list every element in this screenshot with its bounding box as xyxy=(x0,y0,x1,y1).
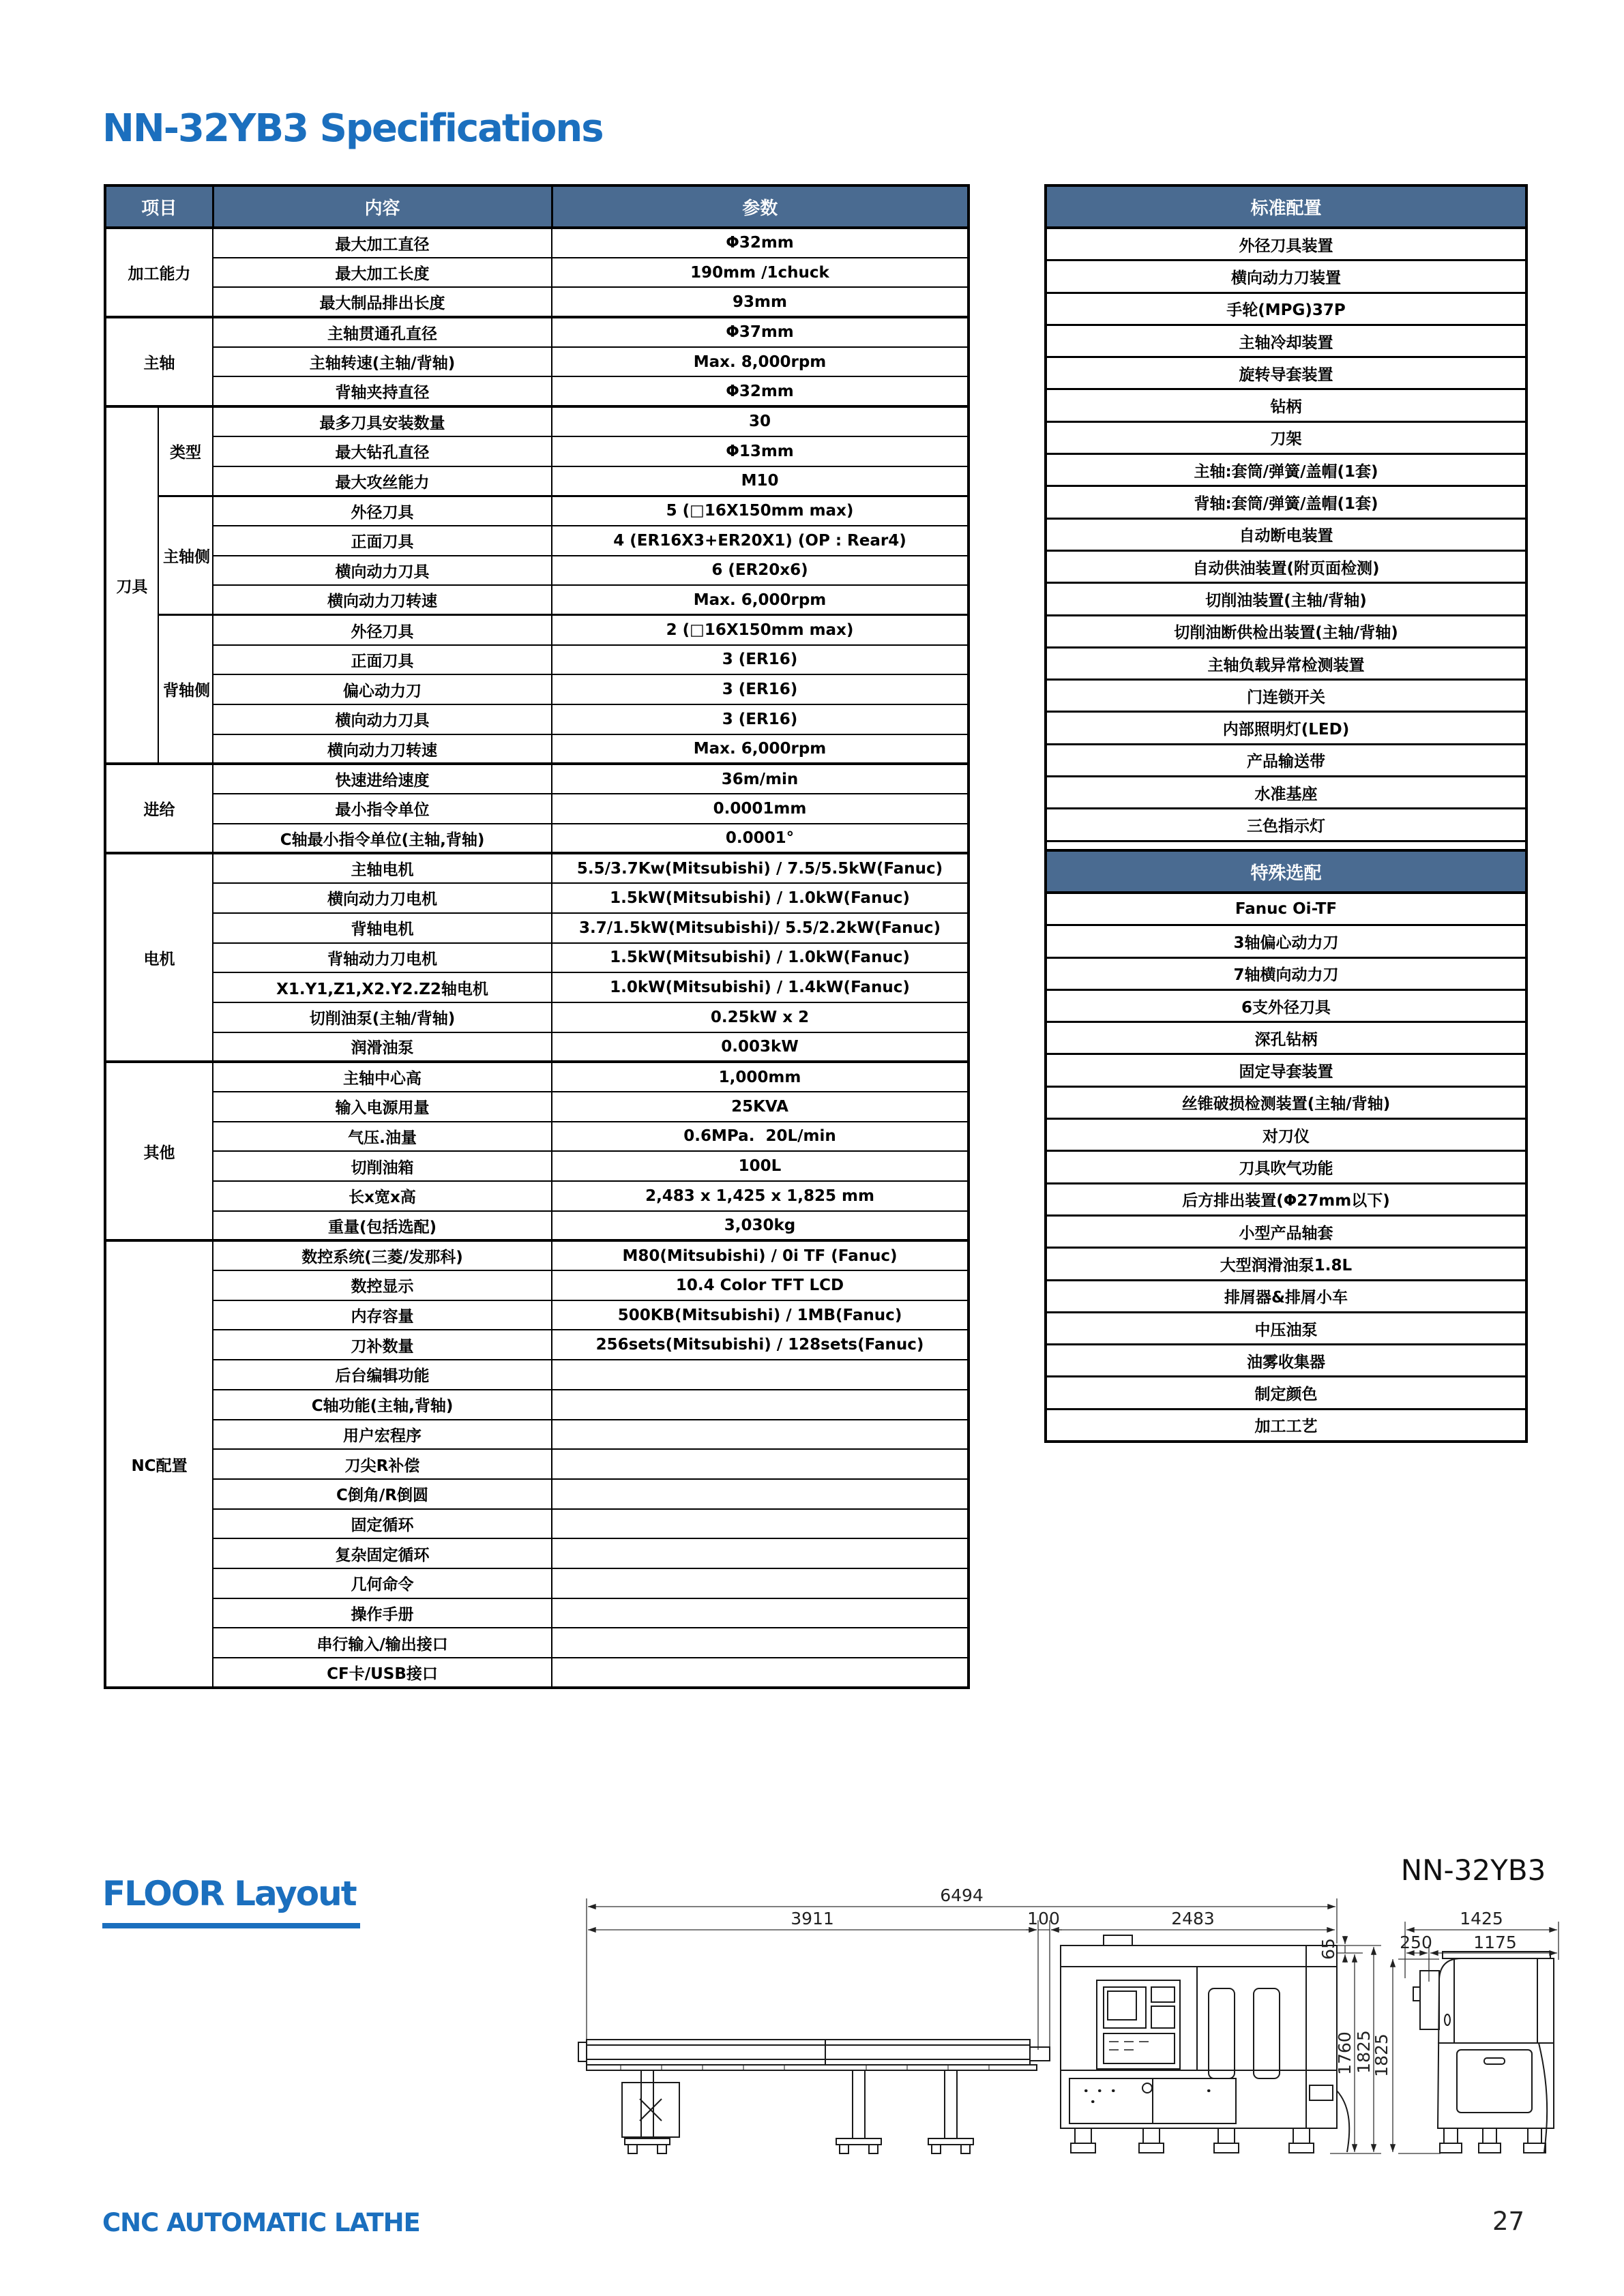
spec-param-cell: 36m/min xyxy=(552,764,969,794)
spec-param-cell: 25KVA xyxy=(552,1092,969,1122)
standard-options-table xyxy=(1044,184,1528,875)
spec-param-cell xyxy=(552,1479,969,1509)
page-number: 27 xyxy=(1492,2207,1525,2236)
spec-content-cell: 内存容量 xyxy=(213,1300,552,1330)
spec-content-cell: 主轴转速(主轴/背轴) xyxy=(213,347,552,377)
dim-end-left: 250 xyxy=(1400,1933,1432,1952)
option-cell: 丝锥破损检测装置(主轴/背轴) xyxy=(1046,1086,1526,1118)
option-cell: 加工工艺 xyxy=(1046,1409,1526,1442)
spec-content-cell: 串行输入/输出接口 xyxy=(213,1628,552,1658)
option-cell: 水准基座 xyxy=(1046,777,1526,809)
spec-content-cell: 横向动力刀具 xyxy=(213,704,552,734)
spec-param-cell: 3 (ER16) xyxy=(552,645,969,675)
spec-param-cell: 30 xyxy=(552,406,969,436)
option-cell: 横向动力刀装置 xyxy=(1046,260,1526,293)
option-cell: 油雾收集器 xyxy=(1046,1345,1526,1377)
spec-param-cell: 3 (ER16) xyxy=(552,674,969,704)
spec-param-cell: 5 (□16X150mm max) xyxy=(552,496,969,526)
spec-content-cell: C倒角/R倒圆 xyxy=(213,1479,552,1509)
spec-param-cell: 100L xyxy=(552,1151,969,1181)
spec-param-cell: 0.0001mm xyxy=(552,794,969,824)
option-cell: 7轴横向动力刀 xyxy=(1046,957,1526,989)
spec-group-label: 进给 xyxy=(105,764,213,853)
spec-param-cell: 93mm xyxy=(552,287,969,317)
spec-content-cell: 背轴动力刀电机 xyxy=(213,943,552,973)
spec-group-label: 其他 xyxy=(105,1062,213,1240)
option-cell: 产品输送带 xyxy=(1046,744,1526,776)
option-cell: 对刀仪 xyxy=(1046,1119,1526,1151)
spec-content-cell: 背轴电机 xyxy=(213,913,552,943)
floor-model-label: NN-32YB3 xyxy=(1400,1853,1546,1887)
side-view-drawing xyxy=(578,1935,1349,2153)
spec-param-cell xyxy=(552,1360,969,1390)
spec-param-cell: 1.5kW(Mitsubishi) / 1.0kW(Fanuc) xyxy=(552,883,969,913)
spec-param-cell: 190mm /1chuck xyxy=(552,258,969,288)
spec-content-cell: 输入电源用量 xyxy=(213,1092,552,1122)
spec-content-cell: 数控系统(三菱/发那科) xyxy=(213,1240,552,1270)
spec-param-cell: Φ13mm xyxy=(552,436,969,466)
spec-param-cell: 2 (□16X150mm max) xyxy=(552,615,969,645)
spec-param-cell xyxy=(552,1598,969,1628)
spec-content-cell: 最大钻孔直径 xyxy=(213,436,552,466)
spec-sub-label: 背轴侧 xyxy=(158,615,213,764)
spec-param-cell: 0.003kW xyxy=(552,1032,969,1062)
spec-param-cell: Max. 8,000rpm xyxy=(552,347,969,377)
end-view-drawing xyxy=(1413,1952,1554,2153)
spec-param-cell: 3 (ER16) xyxy=(552,704,969,734)
spec-content-cell: 几何命令 xyxy=(213,1568,552,1598)
spec-sub-label: 类型 xyxy=(158,406,213,496)
option-cell: 切削油装置(主轴/背轴) xyxy=(1046,583,1526,615)
dim-top-offset: 65 xyxy=(1318,1938,1338,1960)
spec-content-cell: 最小指令单位 xyxy=(213,794,552,824)
spec-col-header-param: 参数 xyxy=(552,185,969,228)
spec-content-cell: 最大攻丝能力 xyxy=(213,466,552,496)
spec-content-cell: 横向动力刀具 xyxy=(213,556,552,586)
option-cell: 6支外径刀具 xyxy=(1046,989,1526,1022)
spec-content-cell: X1.Y1,Z1,X2.Y2.Z2轴电机 xyxy=(213,972,552,1002)
dim-total-height: 1825 xyxy=(1354,2030,1374,2074)
option-cell: 刀具吹气功能 xyxy=(1046,1151,1526,1183)
spec-content-cell: 长x宽x高 xyxy=(213,1181,552,1211)
spec-content-cell: 数控显示 xyxy=(213,1270,552,1300)
option-cell: 背轴:套筒/弹簧/盖帽(1套) xyxy=(1046,486,1526,518)
spec-group-label: 刀具 xyxy=(105,406,158,764)
option-cell: 三色指示灯 xyxy=(1046,809,1526,841)
option-cell: 自动供油装置(附页面检测) xyxy=(1046,550,1526,582)
option-cell: 大型润滑油泵1.8L xyxy=(1046,1248,1526,1280)
spec-content-cell: 主轴电机 xyxy=(213,853,552,883)
dim-gap: 100 xyxy=(1027,1909,1060,1928)
spec-param-cell: Φ32mm xyxy=(552,376,969,406)
spec-content-cell: 横向动力刀电机 xyxy=(213,883,552,913)
spec-param-cell: 0.0001° xyxy=(552,824,969,854)
spec-content-cell: 切削油箱 xyxy=(213,1151,552,1181)
option-cell: 内部照明灯(LED) xyxy=(1046,712,1526,744)
spec-content-cell: 主轴贯通孔直径 xyxy=(213,317,552,347)
specifications-table xyxy=(104,184,970,1689)
floor-layout-title: FLOOR Layout xyxy=(102,1874,360,1928)
spec-content-cell: 横向动力刀转速 xyxy=(213,585,552,615)
special-options-header: 特殊选配 xyxy=(1046,850,1526,893)
spec-content-cell: 外径刀具 xyxy=(213,615,552,645)
standard-options-header: 标准配置 xyxy=(1046,185,1526,228)
spec-group-label: NC配置 xyxy=(105,1240,213,1687)
spec-param-cell: Max. 6,000rpm xyxy=(552,585,969,615)
spec-content-cell: 正面刀具 xyxy=(213,526,552,556)
option-cell: 深孔钻柄 xyxy=(1046,1022,1526,1054)
spec-content-cell: 复杂固定循环 xyxy=(213,1538,552,1568)
option-cell: 主轴冷却装置 xyxy=(1046,325,1526,357)
option-cell: 小型产品轴套 xyxy=(1046,1215,1526,1247)
spec-param-cell xyxy=(552,1538,969,1568)
dim-end-right: 1175 xyxy=(1473,1933,1517,1952)
option-cell: 自动断电装置 xyxy=(1046,518,1526,550)
option-cell: 刀架 xyxy=(1046,421,1526,453)
spec-param-cell: M10 xyxy=(552,466,969,496)
spec-param-cell: 256sets(Mitsubishi) / 128sets(Fanuc) xyxy=(552,1330,969,1360)
spec-content-cell: 气压.油量 xyxy=(213,1122,552,1152)
page-title: NN-32YB3 Specifications xyxy=(102,106,603,151)
spec-content-cell: 横向动力刀转速 xyxy=(213,734,552,764)
spec-content-cell: 最多刀具安装数量 xyxy=(213,406,552,436)
option-cell: 3轴偏心动力刀 xyxy=(1046,925,1526,957)
option-cell: 主轴:套筒/弹簧/盖帽(1套) xyxy=(1046,454,1526,486)
spec-param-cell: 5.5/3.7Kw(Mitsubishi) / 7.5/5.5kW(Fanuc) xyxy=(552,853,969,883)
option-cell: 手轮(MPG)37P xyxy=(1046,293,1526,325)
spec-content-cell: 背轴夹持直径 xyxy=(213,376,552,406)
spec-param-cell xyxy=(552,1568,969,1598)
spec-param-cell: 6 (ER20x6) xyxy=(552,556,969,586)
spec-param-cell: Max. 6,000rpm xyxy=(552,734,969,764)
spec-content-cell: 外径刀具 xyxy=(213,496,552,526)
spec-content-cell: 润滑油泵 xyxy=(213,1032,552,1062)
spec-content-cell: 重量(包括选配) xyxy=(213,1211,552,1241)
dim-total-width: 6494 xyxy=(940,1886,984,1905)
spec-param-cell: 500KB(Mitsubishi) / 1MB(Fanuc) xyxy=(552,1300,969,1330)
dim-end-height: 1825 xyxy=(1372,2033,1391,2077)
dim-feeder-width: 3911 xyxy=(791,1909,834,1928)
spec-param-cell: 4 (ER16X3+ER20X1) (OP : Rear4) xyxy=(552,526,969,556)
spec-param-cell xyxy=(552,1658,969,1688)
option-cell: 钻柄 xyxy=(1046,389,1526,421)
option-cell: Fanuc Oi-TF xyxy=(1046,893,1526,925)
spec-content-cell: 最大制品排出长度 xyxy=(213,287,552,317)
spec-param-cell xyxy=(552,1420,969,1450)
spec-param-cell: Φ32mm xyxy=(552,228,969,258)
option-cell: 固定导套装置 xyxy=(1046,1054,1526,1086)
spec-param-cell: 1,000mm xyxy=(552,1062,969,1092)
option-cell: 外径刀具装置 xyxy=(1046,228,1526,260)
spec-content-cell: 用户宏程序 xyxy=(213,1420,552,1450)
spec-col-header-item: 项目 xyxy=(105,185,213,228)
spec-param-cell: 2,483 x 1,425 x 1,825 mm xyxy=(552,1181,969,1211)
spec-content-cell: C轴功能(主轴,背轴) xyxy=(213,1390,552,1420)
spec-content-cell: 刀补数量 xyxy=(213,1330,552,1360)
dimension-labels xyxy=(791,1886,1517,2077)
spec-group-label: 电机 xyxy=(105,853,213,1062)
floor-layout-drawing xyxy=(559,1886,1582,2179)
spec-param-cell: 3.7/1.5kW(Mitsubishi)/ 5.5/2.2kW(Fanuc) xyxy=(552,913,969,943)
spec-col-header-content: 内容 xyxy=(213,185,552,228)
option-cell: 门连锁开关 xyxy=(1046,680,1526,712)
special-options-table xyxy=(1044,849,1528,1443)
spec-content-cell: 后台编辑功能 xyxy=(213,1360,552,1390)
spec-param-cell: M80(Mitsubishi) / 0i TF (Fanuc) xyxy=(552,1240,969,1270)
spec-content-cell: C轴最小指令单位(主轴,背轴) xyxy=(213,824,552,854)
spec-content-cell: 偏心动力刀 xyxy=(213,674,552,704)
spec-content-cell: 刀尖R补偿 xyxy=(213,1449,552,1479)
dim-machine-width: 2483 xyxy=(1171,1909,1215,1928)
spec-content-cell: 固定循环 xyxy=(213,1509,552,1539)
spec-param-cell: 10.4 Color TFT LCD xyxy=(552,1270,969,1300)
spec-param-cell: 0.25kW x 2 xyxy=(552,1002,969,1032)
spec-param-cell xyxy=(552,1509,969,1539)
spec-param-cell: 3,030kg xyxy=(552,1211,969,1241)
spec-content-cell: CF卡/USB接口 xyxy=(213,1658,552,1688)
spec-group-label: 主轴 xyxy=(105,317,213,406)
option-cell: 旋转导套装置 xyxy=(1046,357,1526,389)
option-cell: 切削油断供检出装置(主轴/背轴) xyxy=(1046,615,1526,647)
spec-param-cell xyxy=(552,1449,969,1479)
spec-sub-label: 主轴侧 xyxy=(158,496,213,615)
spec-content-cell: 最大加工长度 xyxy=(213,258,552,288)
spec-param-cell xyxy=(552,1390,969,1420)
spec-group-label: 加工能力 xyxy=(105,228,213,317)
dim-machine-height: 1760 xyxy=(1335,2031,1355,2075)
spec-param-cell: Φ37mm xyxy=(552,317,969,347)
spec-param-cell: 1.0kW(Mitsubishi) / 1.4kW(Fanuc) xyxy=(552,972,969,1002)
spec-content-cell: 正面刀具 xyxy=(213,645,552,675)
option-cell: 排屑器&排屑小车 xyxy=(1046,1280,1526,1312)
spec-content-cell: 切削油泵(主轴/背轴) xyxy=(213,1002,552,1032)
option-cell: 主轴负载异常检测装置 xyxy=(1046,647,1526,679)
option-cell: 后方排出装置(Φ27mm以下) xyxy=(1046,1183,1526,1215)
option-cell: 中压油泵 xyxy=(1046,1312,1526,1344)
option-cell: 制定颜色 xyxy=(1046,1377,1526,1409)
footer-brand: CNC AUTOMATIC LATHE xyxy=(102,2208,420,2237)
spec-content-cell: 操作手册 xyxy=(213,1598,552,1628)
spec-param-cell xyxy=(552,1628,969,1658)
dim-end-width: 1425 xyxy=(1460,1909,1503,1928)
spec-param-cell: 0.6MPa. 20L/min xyxy=(552,1122,969,1152)
spec-content-cell: 快速进给速度 xyxy=(213,764,552,794)
spec-content-cell: 最大加工直径 xyxy=(213,228,552,258)
spec-param-cell: 1.5kW(Mitsubishi) / 1.0kW(Fanuc) xyxy=(552,943,969,973)
spec-content-cell: 主轴中心高 xyxy=(213,1062,552,1092)
